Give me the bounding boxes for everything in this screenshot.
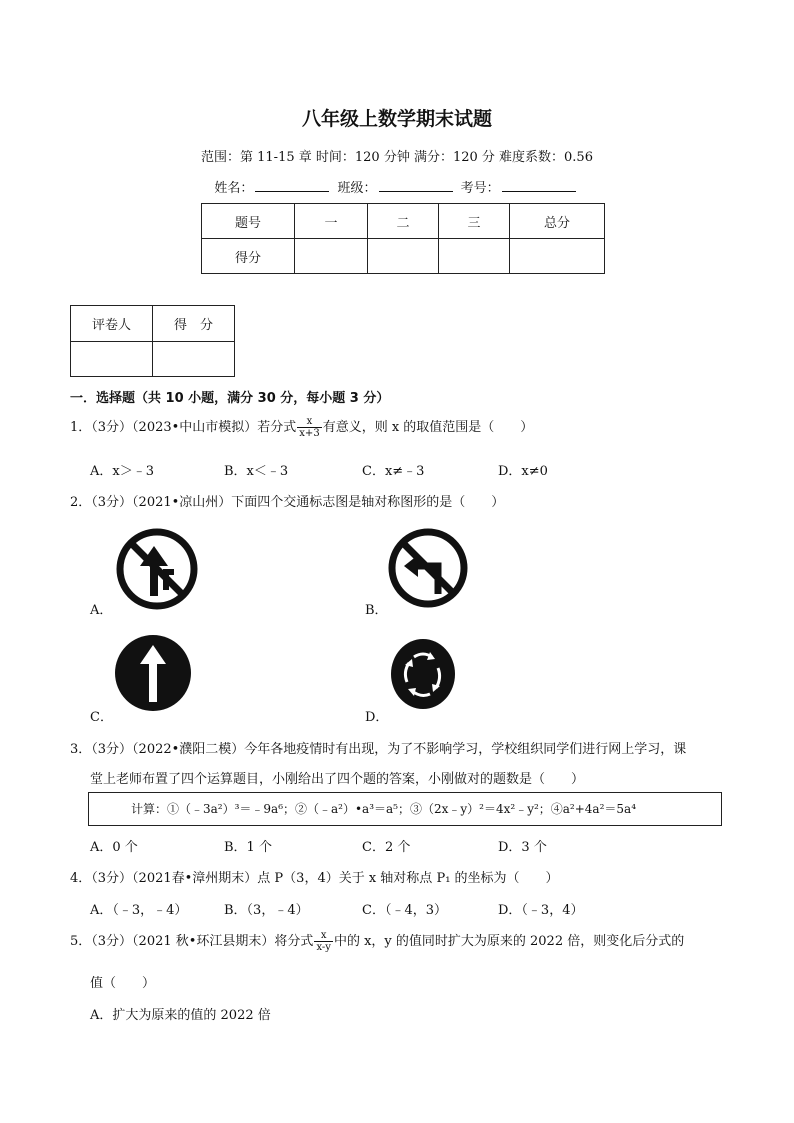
q5-text-pre: 5．（3分）（2021 秋•环江县期末）将分式 <box>70 934 314 949</box>
reviewer-table <box>70 305 235 377</box>
q1-text-post: 有意义，则 x 的取值范围是（ ） <box>322 420 534 435</box>
q5-numerator: x <box>314 930 333 942</box>
question-3-line-1: 3．（3分）（2022•濮阳二模）今年各地疫情时有出现，为了不影响学习，学校组织同学们进行网上学习，课 <box>70 742 687 757</box>
q2-label-d: D． <box>365 710 389 725</box>
q1-fraction <box>297 416 321 439</box>
score-header-item: 题号 <box>202 204 295 239</box>
q1-option-c[interactable]: C．x≠﹣3 <box>362 464 425 479</box>
no-left-turn-sign-icon[interactable] <box>388 528 468 608</box>
score-cell[interactable] <box>368 239 439 274</box>
q1-denominator: x+3 <box>299 428 320 439</box>
score-cell[interactable] <box>510 239 605 274</box>
q3-option-a[interactable]: A．0 个 <box>90 840 138 855</box>
class-label: 班级： <box>337 181 377 196</box>
score-cell[interactable] <box>439 239 510 274</box>
q2-label-b: B． <box>365 603 388 618</box>
score-header-2: 二 <box>368 204 439 239</box>
q5-option-a[interactable]: A．扩大为原来的值的 2022 倍 <box>90 1008 271 1023</box>
question-2: 2．（3分）（2021•凉山州）下面四个交通标志图是轴对称图形的是（ ） <box>70 495 505 510</box>
roundabout-sign-icon[interactable] <box>390 638 456 710</box>
score-header-total: 总分 <box>510 204 605 239</box>
no-left-no-straight-sign-icon[interactable] <box>116 528 198 610</box>
q4-option-d[interactable]: D．（﹣3，4） <box>498 903 584 918</box>
name-blank[interactable] <box>255 179 329 192</box>
q3-option-b[interactable]: B．1 个 <box>224 840 272 855</box>
question-4: 4．（3分）（2021春•漳州期末）点 P（3，4）关于 x 轴对称点 P₁ 的坐标为（ ） <box>70 871 559 886</box>
reviewer-cell[interactable] <box>71 342 153 377</box>
q3-calculation-box: 计算：①（﹣3a²）³＝﹣9a⁶；②（﹣a²）•a³＝a⁵；③（2x﹣y）²＝4x²﹣y²；④a²+4a²＝5a⁴ <box>88 792 722 826</box>
score-row-label: 得分 <box>202 239 295 274</box>
question-1 <box>70 416 533 439</box>
q1-option-b[interactable]: B．x＜﹣3 <box>224 464 289 479</box>
straight-ahead-sign-icon[interactable] <box>114 634 192 712</box>
q1-option-a[interactable]: A．x＞﹣3 <box>90 464 154 479</box>
q1-text-pre: 1．（3分）（2023•中山市模拟）若分式 <box>70 420 297 435</box>
q5-fraction <box>314 930 333 953</box>
page-title: 八年级上数学期末试题 <box>301 108 492 130</box>
exam-subtitle: 范围：第 11-15 章 时间：120 分钟 满分：120 分 难度系数：0.56 <box>201 150 593 165</box>
q5-denominator: x-y <box>316 942 331 953</box>
q4-option-c[interactable]: C．（﹣4，3） <box>362 903 447 918</box>
score-table <box>201 203 605 274</box>
q4-option-a[interactable]: A．（﹣3，﹣4） <box>90 903 188 918</box>
score-header-1: 一 <box>295 204 368 239</box>
reviewer-score-cell[interactable] <box>153 342 235 377</box>
q3-option-c[interactable]: C．2 个 <box>362 840 411 855</box>
q1-option-d[interactable]: D．x≠0 <box>498 464 548 479</box>
q2-label-c: C． <box>90 710 113 725</box>
name-label: 姓名： <box>214 181 254 196</box>
q2-label-a: A． <box>90 603 113 618</box>
question-5-line-1 <box>70 930 684 953</box>
question-3-line-2: 堂上老师布置了四个运算题目，小刚给出了四个题的答案，小刚做对的题数是（ ） <box>90 772 585 787</box>
reviewer-header: 评卷人 <box>71 306 153 342</box>
student-info-line <box>0 177 794 196</box>
exam-number-label: 考号： <box>460 181 500 196</box>
class-blank[interactable] <box>379 179 453 192</box>
q5-text-post: 中的 x，y 的值同时扩大为原来的 2022 倍，则变化后分式的 <box>333 934 685 949</box>
score-cell[interactable] <box>295 239 368 274</box>
q1-numerator: x <box>297 416 321 428</box>
score-header-3: 三 <box>439 204 510 239</box>
q4-option-b[interactable]: B．（3，﹣4） <box>224 903 309 918</box>
reviewer-score-header: 得 分 <box>153 306 235 342</box>
q3-option-d[interactable]: D．3 个 <box>498 840 547 855</box>
exam-number-blank[interactable] <box>502 179 576 192</box>
section-heading: 一．选择题（共 10 小题，满分 30 分，每小题 3 分） <box>70 391 390 406</box>
question-5-line-2: 值（ ） <box>90 976 156 991</box>
